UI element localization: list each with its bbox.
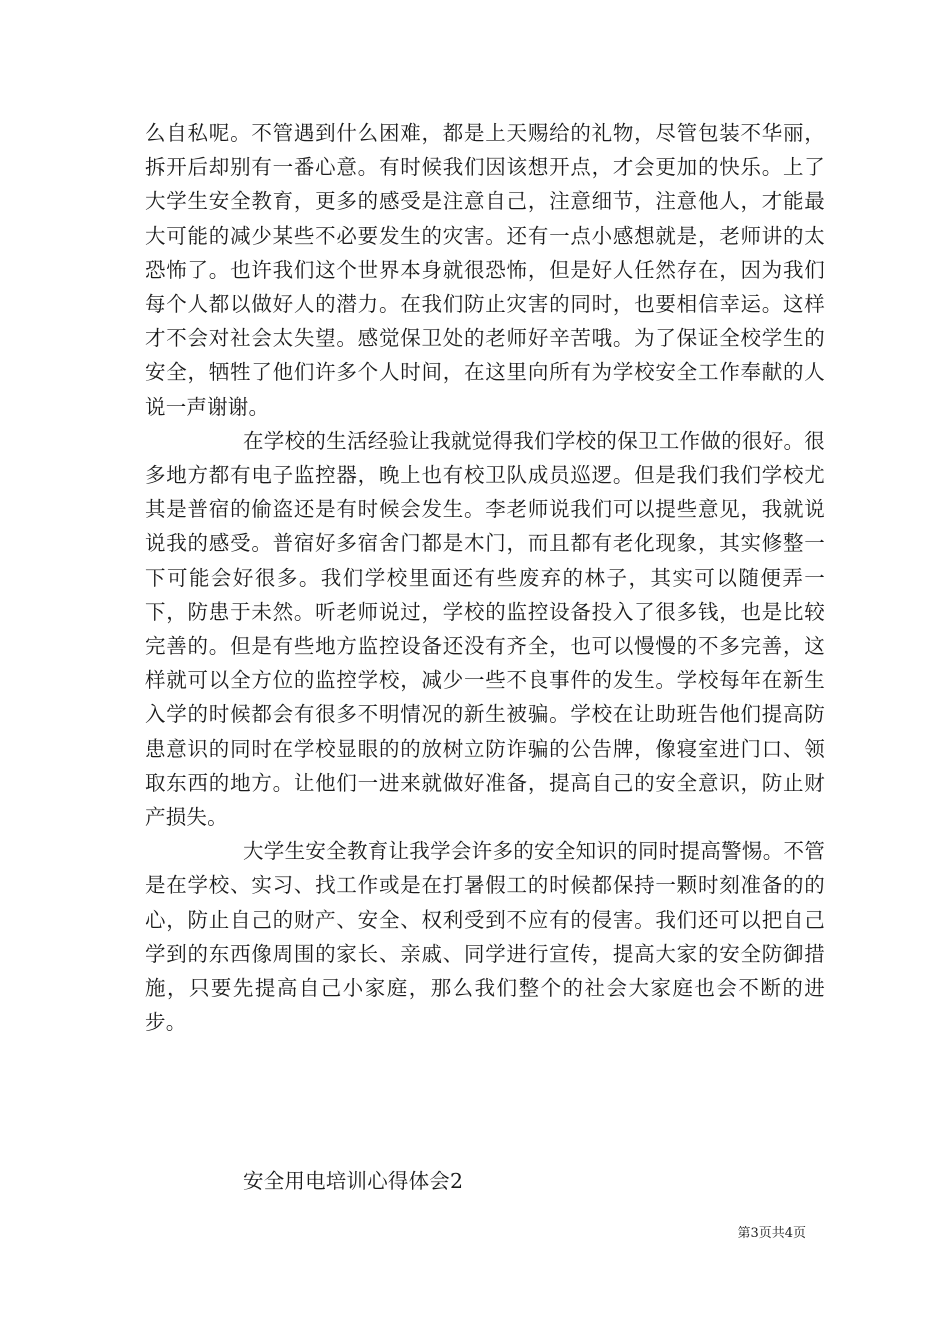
paragraph-3: 大学生安全教育让我学会许多的安全知识的同时提高警惕。不管是在学校、实习、找工作或是在打暑假工的时候都保持一颗时刻准备的的心，防止自己的财产、安全、权利受到不应有的侵害。我们还可以把自己学到的东西像周围的家长、亲戚、同学进行宣传，提高大家的安全防御措施，只要先提高自己小家庭，那么我们整个的社会大家庭也会不断的进步。: [145, 839, 825, 1035]
page-number-footer: 第3页共4页: [737, 1226, 806, 1241]
paragraph-1: 么自私呢。不管遇到什么困难，都是上天赐给的礼物，尽管包装不华丽，拆开后却别有一番心意。有时候我们因该想开点，才会更加的快乐。上了大学生安全教育，更多的感受是注意自己，注意细节，注意他人，才能最大可能的减少某些不必要发生的灾害。还有一点小感想就是，老师讲的太恐怖了。也许我们这个世界本身就很恐怖，但是好人任然存在，因为我们每个人都以做好人的潜力。在我们防止灾害的同时，也要相信幸运。这样才不会对社会太失望。感觉保卫处的老师好辛苦哦。为了保证全校学生的安全，牺牲了他们许多个人时间，在这里向所有为学校安全工作奉献的人说一声谢谢。: [145, 121, 825, 419]
paragraph-2: 在学校的生活经验让我就觉得我们学校的保卫工作做的很好。很多地方都有电子监控器，晚上也有校卫队成员巡逻。但是我们我们学校尤其是普宿的偷盗还是有时候会发生。李老师说我们可以提些意见，我就说说我的感受。普宿好多宿舍门都是木门，而且都有老化现象，其实修整一下可能会好很多。我们学校里面还有些废弃的林子，其实可以随便弄一下，防患于未然。听老师说过，学校的监控设备投入了很多钱，也是比较完善的。但是有些地方监控设备还没有齐全，也可以慢慢的不多完善，这样就可以全方位的监控学校，减少一些不良事件的发生。学校每年在新生入学的时候都会有很多不明情况的新生被骗。学校在让助班告他们提高防患意识的同时在学校显眼的的放树立防诈骗的公告牌，像寝室进门口、领取东西的地方。让他们一进来就做好准备，提高自己的安全意识，防止财产损失。: [145, 428, 825, 830]
section-heading: 安全用电培训心得体会2: [243, 1169, 464, 1193]
body-text: [145, 116, 825, 1039]
